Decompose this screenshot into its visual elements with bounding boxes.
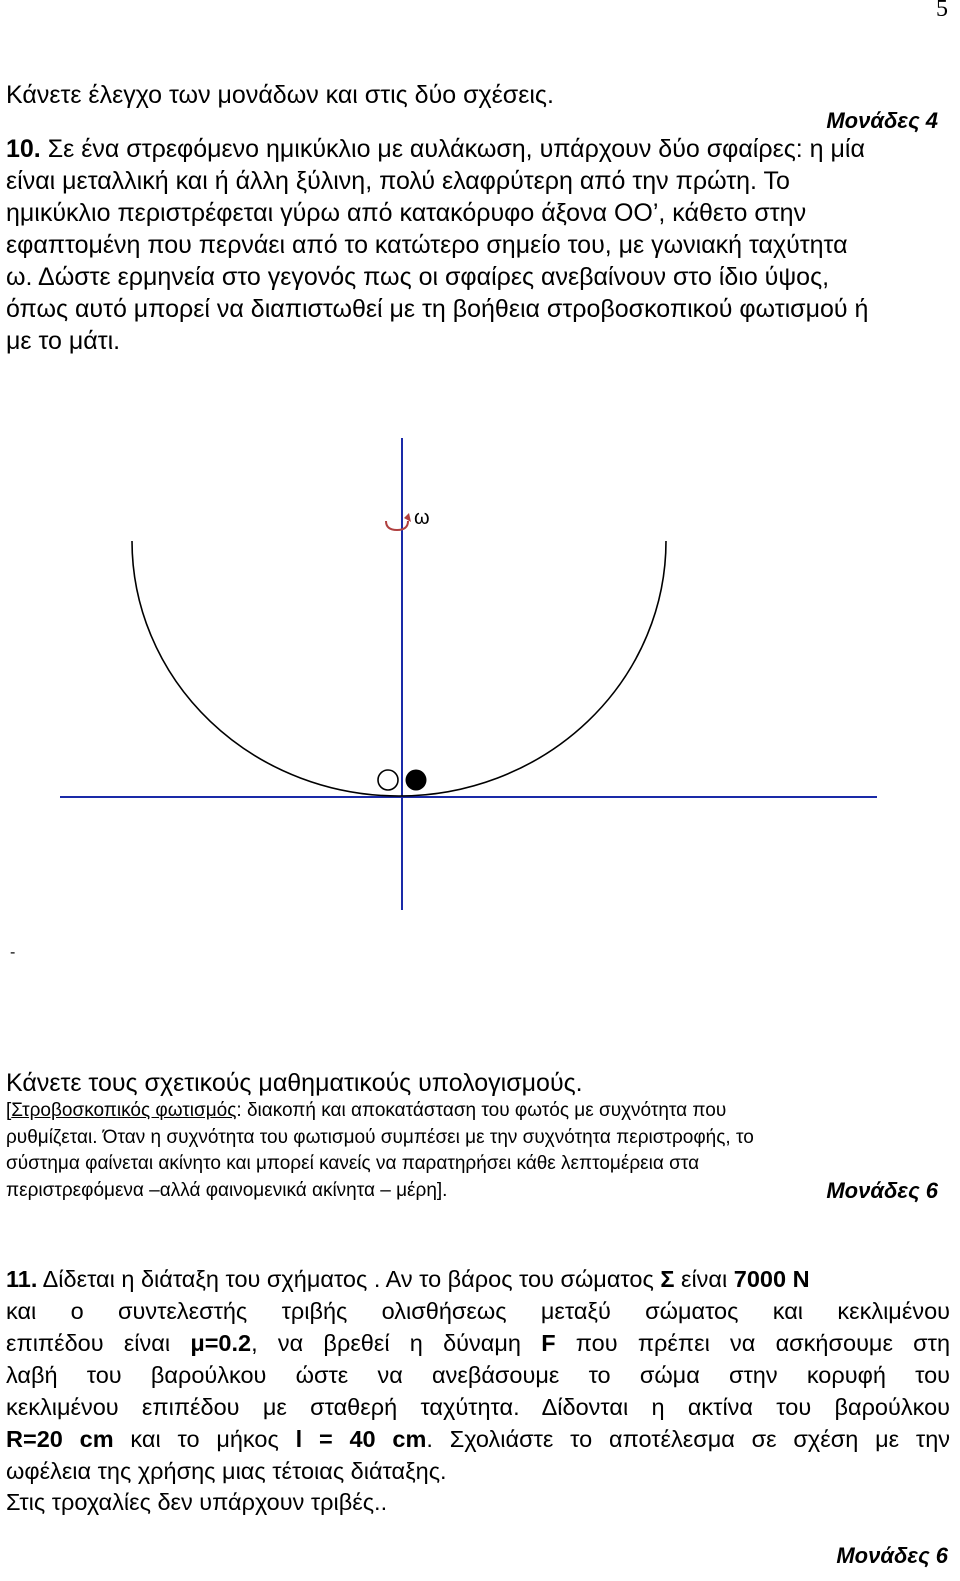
q10-line-6: όπως αυτό μπορεί να διαπιστωθεί με τη βοήθεια στροβοσκοπικού φωτισμού ή: [6, 295, 869, 323]
q11-line-3: επιπέδου είναι μ=0.2, να βρεθεί η δύναμη F που πρέπει να ασκήσουμε στη: [6, 1330, 951, 1356]
strobe-term: Στροβοσκοπικός φωτισμός: [11, 1100, 237, 1121]
omega-arrowhead-icon: [404, 513, 411, 522]
omega-rotation-arrow-icon: [386, 521, 408, 530]
q11-line-6: R=20 cm και το μήκος l = 40 cm. Σχολιάστε το αποτέλεσμα σε σχέση με την: [6, 1426, 951, 1452]
q10-number: 10.: [6, 135, 41, 163]
strobe-note-line-3: σύστημα φαίνεται ακίνητο και μπορεί κανείς να παρατηρήσει κάθε λεπτομέρεια στα: [6, 1153, 700, 1174]
q11-line-4: λαβή του βαρούλκου ώστε να ανεβάσουμε το σώμα στην κορυφή του: [6, 1362, 950, 1388]
strobe-note-line-2: ρυθμίζεται. Όταν η συχνότητα του φωτισμού συμπέσει με την συχνότητα περιστροφής, το: [6, 1127, 754, 1148]
q10-line-2: είναι μεταλλική και ή άλλη ξύλινη, πολύ ελαφρύτερη από την πρώτη. Το: [6, 167, 790, 195]
q10-line-5: ω. Δώστε ερμηνεία στο γεγονός πως οι σφαίρες ανεβαίνουν στο ίδιο ύψος,: [6, 263, 830, 291]
units-check-line: Κάνετε έλεγχο των μονάδων και στις δύο σχέσεις.: [6, 81, 554, 109]
q10-line-7: με το μάτι.: [6, 327, 121, 355]
q11-line-7: ωφέλεια της χρήσης μιας τέτοιας διάταξης.: [6, 1458, 447, 1484]
q10-line-4: εφαπτομένη που περνάει από το κατώτερο σημείο του, με γωνιακή ταχύτητα: [6, 231, 848, 259]
q10-line-3: ημικύκλιο περιστρέφεται γύρω από κατακόρυφο άξονα ΟΟ’, κάθετο στην: [6, 199, 807, 227]
q9-points: Μονάδες 4: [826, 108, 938, 133]
stray-dash: -: [10, 944, 16, 961]
q10-points: Μονάδες 6: [826, 1178, 938, 1203]
q10-task: Κάνετε τους σχετικούς μαθηματικούς υπολογισμούς.: [6, 1069, 583, 1097]
semicircle-groove: [132, 541, 666, 796]
q11-points: Μονάδες 6: [836, 1543, 948, 1568]
omega-label: ω: [414, 507, 430, 529]
q11-number: 11.: [6, 1266, 38, 1292]
q11-line-2: και ο συντελεστής τριβής ολισθήσεως μεταξύ σώματος και κεκλιμένου: [6, 1298, 950, 1324]
q11-line-1: 11. Δίδεται η διάταξη του σχήματος . Αν το βάρος του σώματος Σ είναι 7000 Ν: [6, 1266, 810, 1292]
q10-line-1: 10. Σε ένα στρεφόμενο ημικύκλιο με αυλάκωση, υπάρχουν δύο σφαίρες: η μία: [6, 135, 865, 163]
page-number: 5: [936, 0, 948, 22]
q11-line-5: κεκλιμένου επιπέδου με σταθερή ταχύτητα. Δίδονται η ακτίνα του βαρούλκου: [6, 1394, 950, 1420]
metal-sphere: [406, 770, 427, 791]
wooden-sphere: [378, 770, 398, 790]
strobe-note-line-4: περιστρεφόμενα –αλλά φαινομενικά ακίνητα – μέρη].: [6, 1180, 448, 1201]
q11-line-8: Στις τροχαλίες δεν υπάρχουν τριβές..: [6, 1489, 388, 1515]
strobe-note-line-1: [Στροβοσκοπικός φωτισμός: διακοπή και αποκατάσταση του φωτός με συχνότητα που: [6, 1100, 727, 1121]
